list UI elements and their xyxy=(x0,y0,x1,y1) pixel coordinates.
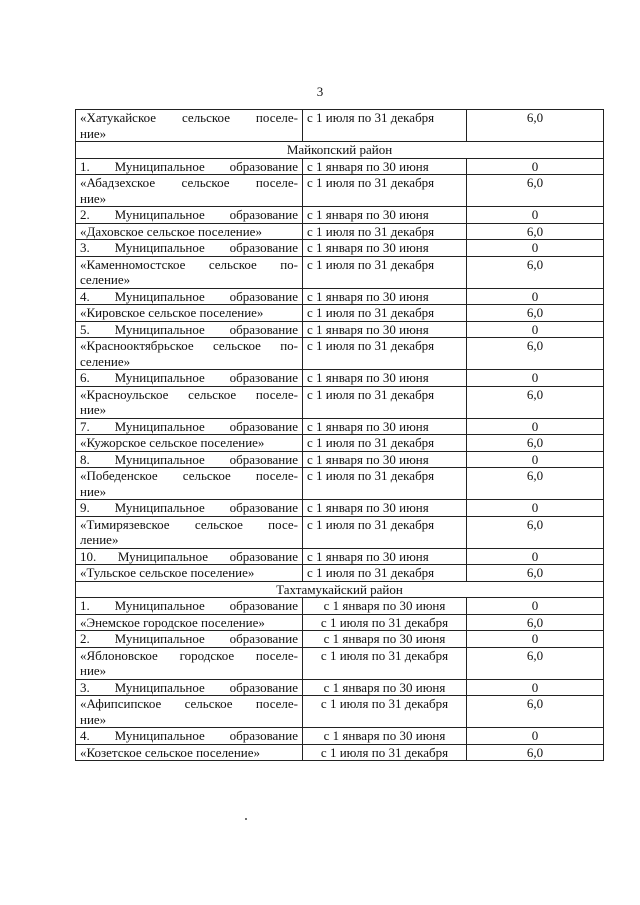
rate-value-cell: 0 xyxy=(467,370,604,387)
municipality-name-cell xyxy=(76,240,303,257)
rate-value-cell: 6,0 xyxy=(467,305,604,322)
municipality-name-line: «Победенское сельское поселе- xyxy=(80,468,298,483)
table-row xyxy=(76,500,604,517)
period-cell: с 1 января по 30 июня xyxy=(303,370,467,387)
table-row xyxy=(76,548,604,565)
period-cell: с 1 января по 30 июня xyxy=(303,207,467,224)
rate-value-cell: 6,0 xyxy=(467,565,604,582)
table-row xyxy=(76,516,604,548)
rate-value-cell: 0 xyxy=(467,631,604,648)
municipality-name-cell xyxy=(76,744,303,761)
rate-value-cell: 6,0 xyxy=(467,647,604,679)
rate-value-cell: 0 xyxy=(467,548,604,565)
municipality-name-line: ние» xyxy=(80,125,107,141)
rate-value-cell: 6,0 xyxy=(467,696,604,728)
table-row xyxy=(76,435,604,452)
section-title: Тахтамукайский район xyxy=(76,581,604,598)
period-cell: с 1 июля по 31 декабря xyxy=(303,696,467,728)
municipality-name-cell xyxy=(76,386,303,418)
period-cell: с 1 января по 30 июня xyxy=(303,598,467,615)
municipality-name-line: «Энемское городское поселение» xyxy=(80,614,265,630)
rate-value-cell: 0 xyxy=(467,728,604,745)
municipality-name-cell xyxy=(76,207,303,224)
municipality-name-cell xyxy=(76,598,303,615)
municipality-name-cell xyxy=(76,500,303,517)
table-row xyxy=(76,418,604,435)
rate-value-cell: 6,0 xyxy=(467,744,604,761)
municipality-name-cell xyxy=(76,223,303,240)
period-cell: с 1 января по 30 июня xyxy=(303,321,467,338)
rate-value-cell: 0 xyxy=(467,207,604,224)
period-cell: с 1 июля по 31 декабря xyxy=(303,110,467,142)
table-row xyxy=(76,565,604,582)
rate-value-cell: 0 xyxy=(467,598,604,615)
table-row xyxy=(76,256,604,288)
municipality-name-cell xyxy=(76,696,303,728)
table-row xyxy=(76,728,604,745)
period-cell: с 1 января по 30 июня xyxy=(303,679,467,696)
rate-value-cell: 6,0 xyxy=(467,223,604,240)
municipality-name-line: 2. Муниципальное образование xyxy=(80,207,298,222)
municipality-name-line: «Краснооктябрьское сельское по- xyxy=(80,338,298,353)
table-row xyxy=(76,647,604,679)
municipality-name-line: 6. Муниципальное образование xyxy=(80,370,298,385)
municipality-name-cell xyxy=(76,288,303,305)
municipality-name-cell xyxy=(76,647,303,679)
table-row xyxy=(76,631,604,648)
period-cell: с 1 июля по 31 декабря xyxy=(303,647,467,679)
municipality-name-line: 1. Муниципальное образование xyxy=(80,158,298,174)
municipality-name-cell xyxy=(76,338,303,370)
municipality-name-line: 3. Муниципальное образование xyxy=(80,679,298,695)
rate-value-cell: 0 xyxy=(467,288,604,305)
rate-value-cell: 6,0 xyxy=(467,614,604,631)
municipality-name-line: ление» xyxy=(80,532,119,547)
table-row xyxy=(76,468,604,500)
municipality-name-cell xyxy=(76,321,303,338)
municipality-name-line: «Афипсипское сельское поселе- xyxy=(80,696,298,711)
municipality-name-line: 8. Муниципальное образование xyxy=(80,451,298,467)
municipality-name-cell xyxy=(76,435,303,452)
municipality-name-cell xyxy=(76,305,303,322)
municipality-name-line: 4. Муниципальное образование xyxy=(80,728,298,743)
municipality-name-line: ние» xyxy=(80,190,107,206)
municipality-name-line: «Тульское сельское поселение» xyxy=(80,565,255,580)
municipality-name-line: 3. Муниципальное образование xyxy=(80,240,298,255)
table-row xyxy=(76,744,604,761)
rate-value-cell: 6,0 xyxy=(467,468,604,500)
period-cell: с 1 июля по 31 декабря xyxy=(303,468,467,500)
period-cell: с 1 января по 30 июня xyxy=(303,288,467,305)
table-row xyxy=(76,451,604,468)
rate-value-cell: 0 xyxy=(467,679,604,696)
table-row xyxy=(76,240,604,257)
rate-value-cell: 0 xyxy=(467,240,604,257)
municipality-name-line: 7. Муниципальное образование xyxy=(80,418,298,434)
municipality-name-line: «Кировское сельское поселение» xyxy=(80,305,264,320)
municipality-name-cell xyxy=(76,728,303,745)
municipality-name-cell xyxy=(76,548,303,565)
rate-value-cell: 0 xyxy=(467,158,604,175)
period-cell: с 1 июля по 31 декабря xyxy=(303,614,467,631)
rate-value-cell: 0 xyxy=(467,451,604,468)
municipality-name-line: селение» xyxy=(80,272,131,287)
municipality-name-line: ние» xyxy=(80,711,107,727)
municipality-name-cell xyxy=(76,516,303,548)
municipality-name-line: ние» xyxy=(80,483,107,499)
period-cell: с 1 июля по 31 декабря xyxy=(303,565,467,582)
municipality-name-line: «Хатукайское сельское поселе- xyxy=(80,110,298,125)
municipality-name-line: «Кужорское сельское поселение» xyxy=(80,435,265,450)
municipality-name-cell xyxy=(76,370,303,387)
municipality-name-cell xyxy=(76,110,303,142)
table-row xyxy=(76,338,604,370)
municipality-name-line: 2. Муниципальное образование xyxy=(80,631,298,646)
table-row xyxy=(76,321,604,338)
municipality-name-line: 1. Муниципальное образование xyxy=(80,598,298,613)
municipality-name-line: «Даховское сельское поселение» xyxy=(80,223,262,239)
rate-value-cell: 6,0 xyxy=(467,256,604,288)
period-cell: с 1 июля по 31 декабря xyxy=(303,435,467,452)
table-row xyxy=(76,386,604,418)
period-cell: с 1 июля по 31 декабря xyxy=(303,744,467,761)
period-cell: с 1 июля по 31 декабря xyxy=(303,338,467,370)
table-row xyxy=(76,223,604,240)
period-cell: с 1 июля по 31 декабря xyxy=(303,516,467,548)
municipality-name-line: селение» xyxy=(80,353,131,369)
municipality-name-line: «Козетское сельское поселение» xyxy=(80,744,261,760)
period-cell: с 1 июля по 31 декабря xyxy=(303,386,467,418)
municipality-name-line: ние» xyxy=(80,663,107,678)
table-row xyxy=(76,370,604,387)
municipality-name-line: «Красноульское сельское поселе- xyxy=(80,386,298,402)
municipality-name-cell xyxy=(76,468,303,500)
municipality-name-cell xyxy=(76,418,303,435)
municipality-name-cell xyxy=(76,175,303,207)
period-cell: с 1 июля по 31 декабря xyxy=(303,175,467,207)
municipality-name-line: 10. Муниципальное образование xyxy=(80,548,298,564)
period-cell: с 1 июля по 31 декабря xyxy=(303,223,467,240)
table-row xyxy=(76,614,604,631)
table-row xyxy=(76,305,604,322)
period-cell: с 1 января по 30 июня xyxy=(303,500,467,517)
table-row xyxy=(76,158,604,175)
municipality-name-cell xyxy=(76,565,303,582)
table-row xyxy=(76,175,604,207)
rate-value-cell: 0 xyxy=(467,500,604,517)
section-row xyxy=(76,142,604,159)
municipality-name-line: 5. Муниципальное образование xyxy=(80,321,298,337)
municipality-name-cell xyxy=(76,451,303,468)
period-cell: с 1 января по 30 июня xyxy=(303,631,467,648)
municipality-name-line: «Тимирязевское сельское посе- xyxy=(80,516,298,532)
municipality-name-line: «Каменномостское сельское по- xyxy=(80,256,298,272)
table-row xyxy=(76,696,604,728)
table-body xyxy=(76,110,604,761)
period-cell: с 1 января по 30 июня xyxy=(303,240,467,257)
table-row xyxy=(76,679,604,696)
municipality-rates-table xyxy=(75,109,604,761)
municipality-name-line: «Абадзехское сельское поселе- xyxy=(80,175,298,190)
period-cell: с 1 января по 30 июня xyxy=(303,418,467,435)
rate-value-cell: 6,0 xyxy=(467,338,604,370)
section-row xyxy=(76,581,604,598)
municipality-name-line: «Яблоновское городское поселе- xyxy=(80,647,298,663)
rate-value-cell: 6,0 xyxy=(467,386,604,418)
table-row xyxy=(76,110,604,142)
municipality-name-line: 9. Муниципальное образование xyxy=(80,500,298,515)
rate-value-cell: 6,0 xyxy=(467,435,604,452)
period-cell: с 1 января по 30 июня xyxy=(303,451,467,468)
period-cell: с 1 июля по 31 декабря xyxy=(303,305,467,322)
period-cell: с 1 января по 30 июня xyxy=(303,548,467,565)
municipality-name-cell xyxy=(76,679,303,696)
municipality-name-line: 4. Муниципальное образование xyxy=(80,288,298,304)
page-number: 3 xyxy=(316,84,324,99)
municipality-name-cell xyxy=(76,631,303,648)
period-cell: с 1 июля по 31 декабря xyxy=(303,256,467,288)
table-row xyxy=(76,598,604,615)
rate-value-cell: 6,0 xyxy=(467,110,604,142)
rate-value-cell: 0 xyxy=(467,321,604,338)
section-title: Майкопский район xyxy=(76,142,604,159)
table-row xyxy=(76,288,604,305)
period-cell: с 1 января по 30 июня xyxy=(303,728,467,745)
rate-value-cell: 0 xyxy=(467,418,604,435)
municipality-name-line: ние» xyxy=(80,402,107,417)
municipality-name-cell xyxy=(76,614,303,631)
period-cell: с 1 января по 30 июня xyxy=(303,158,467,175)
rate-value-cell: 6,0 xyxy=(467,516,604,548)
municipality-name-cell xyxy=(76,256,303,288)
scan-speck xyxy=(245,818,247,820)
rate-value-cell: 6,0 xyxy=(467,175,604,207)
table-row xyxy=(76,207,604,224)
municipality-name-cell xyxy=(76,158,303,175)
